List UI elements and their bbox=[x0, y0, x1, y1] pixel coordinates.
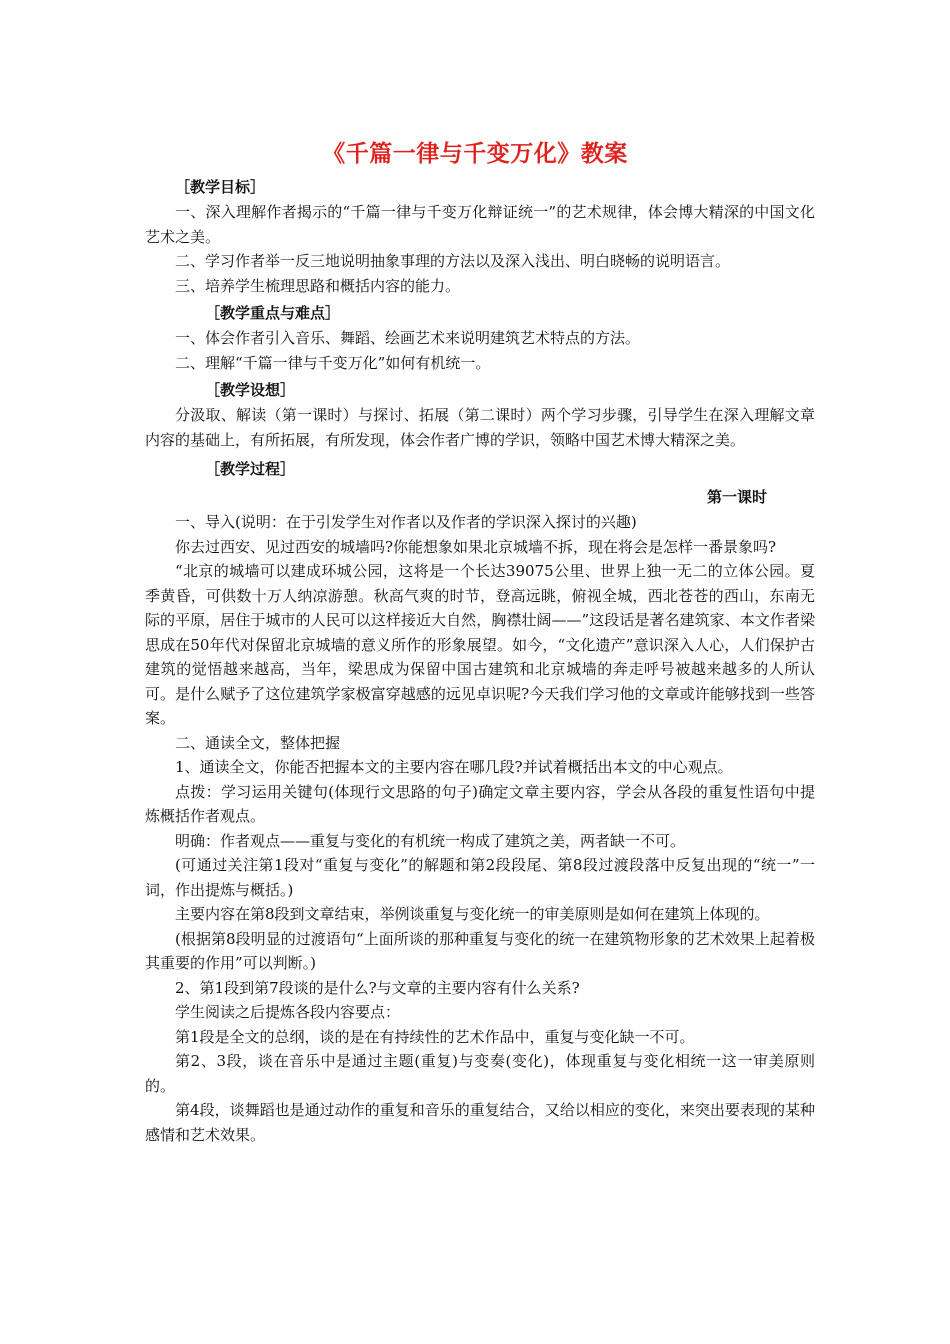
section-heading-process: ［教学过程］ bbox=[205, 460, 296, 478]
process-paragraph: 学生阅读之后提炼各段内容要点： bbox=[175, 1003, 401, 1021]
process-paragraph: 2、第1段到第7段谈的是什么?与文章的主要内容有什么关系? bbox=[175, 978, 580, 997]
section-heading-key-points: ［教学重点与难点］ bbox=[205, 304, 341, 322]
process-paragraph: “北京的城墙可以建成环城公园，这将是一个长达39075公里、世界上独一无二的立体公园。夏季黄昏，可供数十万人纳凉游憩。秋高气爽的时节，登高远眺，俯视全城，西北苍苍的西山，东南无际的平原，居住于城市的人民可以这样接近大自然，胸襟壮阔——”这段话是著名建筑家、本文作者梁思成在50年代对保留北京城墙的意义所作的形象展望。如今，“文化遗产”意识深入人心，人们保护古建筑的觉悟越来越高，当年，梁思成为保留中国古建筑和北京城墙的奔走呼号被越来越多的人所认可。是什么赋予了这位建筑学家极富穿越感的远见卓识呢?今天我们学习他的文章或许能够找到一些答案。 bbox=[145, 562, 815, 727]
goal-item: 二、学习作者举一反三地说明抽象事理的方法以及深入浅出、明白晓畅的说明语言。 bbox=[175, 252, 731, 270]
process-paragraph: (根据第8段明显的过渡语句“上面所谈的那种重复与变化的统一在建筑物形象的艺术效果上起着极其重要的作用”可以判断。) bbox=[145, 929, 815, 972]
process-paragraph: 第1段是全文的总纲，谈的是在有持续性的艺术作品中，重复与变化缺一不可。 bbox=[175, 1027, 695, 1046]
lesson-label: 第一课时 bbox=[706, 488, 767, 506]
section-heading-design: ［教学设想］ bbox=[205, 381, 296, 399]
process-paragraph: 一、导入(说明：在于引发学生对作者以及作者的学识深入探讨的兴趣) bbox=[175, 513, 637, 531]
section-heading-goals: ［教学目标］ bbox=[175, 178, 266, 196]
design-paragraph: 分汲取、解读（第一课时）与探讨、拓展（第二课时）两个学习步骤，引导学生在深入理解文章内容的基础上，有所拓展，有所发现，体会作者广博的学识，领略中国艺术博大精深之美。 bbox=[145, 406, 815, 449]
process-paragraph: 你去过西安、见过西安的城墙吗?你能想象如果北京城墙不拆，现在将会是怎样一番景象吗? bbox=[175, 537, 777, 556]
document-body bbox=[145, 174, 815, 1147]
key-point-item: 一、体会作者引入音乐、舞蹈、绘画艺术来说明建筑艺术特点的方法。 bbox=[175, 329, 641, 347]
process-paragraph: 1、通读全文，你能否把握本文的主要内容在哪几段?并试着概括出本文的中心观点。 bbox=[175, 758, 733, 776]
process-paragraph: 明确：作者观点——重复与变化的有机统一构成了建筑之美，两者缺一不可。 bbox=[175, 831, 686, 850]
process-paragraph: 点拨：学习运用关键句(体现行文思路的句子)确定文章主要内容，学会从各段的重复性语句中提炼概括作者观点。 bbox=[145, 782, 815, 825]
process-paragraph: 第2、3段，谈在音乐中是通过主题(重复)与变奏(变化)，体现重复与变化相统一这一审美原则的。 bbox=[145, 1052, 815, 1095]
process-paragraph: (可通过关注第1段对“重复与变化”的解题和第2段段尾、第8段过渡段落中反复出现的“统一”一词，作出提炼与概括。) bbox=[145, 856, 815, 899]
key-point-item: 二、理解“千篇一律与千变万化”如何有机统一。 bbox=[175, 353, 491, 372]
goal-item: 一、深入理解作者揭示的“千篇一律与千变万化辩证统一”的艺术规律，体会博大精深的中国文化艺术之美。 bbox=[145, 203, 815, 246]
goal-item: 三、培养学生梳理思路和概括内容的能力。 bbox=[175, 276, 461, 295]
process-paragraph: 第4段，谈舞蹈也是通过动作的重复和音乐的重复结合，又给以相应的变化，来突出要表现的某种感情和艺术效果。 bbox=[145, 1101, 815, 1144]
process-paragraph: 主要内容在第8段到文章结束，举例谈重复与变化统一的审美原则是如何在建筑上体现的。 bbox=[175, 905, 770, 923]
page-title: 《千篇一律与千变万化》教案 bbox=[322, 141, 628, 167]
process-paragraph: 二、通读全文，整体把握 bbox=[175, 733, 341, 752]
